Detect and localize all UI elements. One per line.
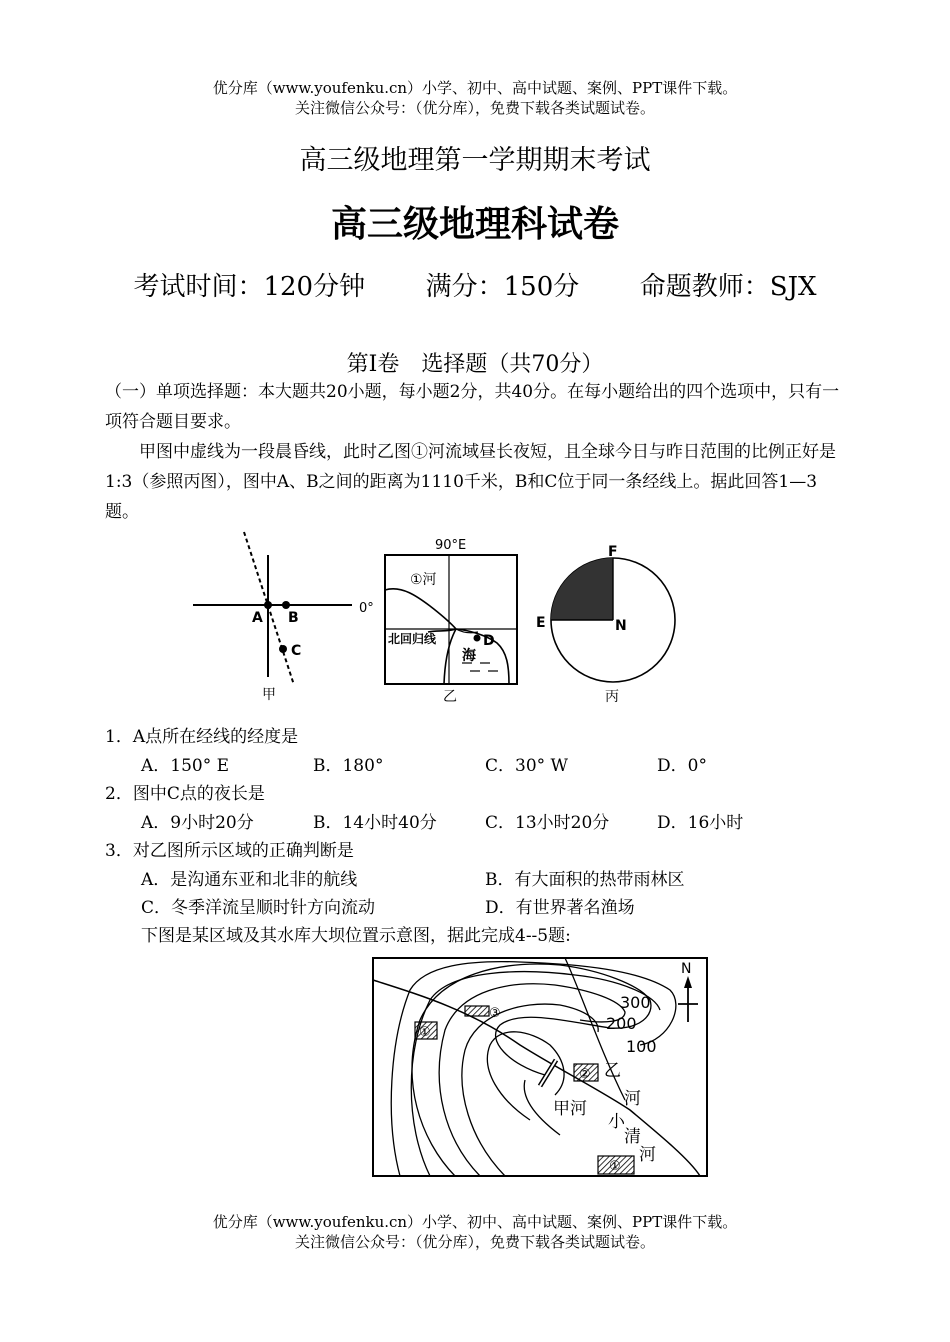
figure-yi <box>385 538 517 705</box>
q2-option-d: D．16小时 <box>657 813 744 833</box>
exam-title: 高三级地理第一学期期末考试 <box>299 145 651 176</box>
caption-bing: 丙 <box>605 689 619 705</box>
label-a: A <box>252 610 263 626</box>
site-1-label: ① <box>419 1025 431 1040</box>
label-90e: 90°E <box>435 538 467 553</box>
label-yi: 乙 <box>604 1061 621 1081</box>
figure-bing <box>536 544 675 705</box>
q3-option-a: A．是沟通东亚和北非的航线 <box>141 870 358 890</box>
footer-line-1: 优分库（www.youfenku.cn）小学、初中、高中试题、案例、PPT课件下载。 <box>212 1213 738 1231</box>
full-score: 满分：150分 <box>425 272 580 302</box>
footer-line-2: 关注微信公众号：（优分库），免费下载各类试题试卷。 <box>294 1233 655 1251</box>
label-zero-degree: 0° <box>359 601 374 616</box>
label-n: N <box>615 618 627 634</box>
q3-option-b: B．有大面积的热带雨林区 <box>485 870 685 890</box>
label-e: E <box>536 615 546 631</box>
paper-title: 高三级地理科试卷 <box>330 204 619 245</box>
q1-option-c: C．30° W <box>485 756 569 776</box>
label-qing: 清 <box>624 1127 641 1147</box>
q1-option-a: A．150° E <box>141 756 230 776</box>
contour-300: 300 <box>620 993 651 1012</box>
caption-jia: 甲 <box>262 687 276 703</box>
section-intro: （一）单项选择题：本大题共20小题，每小题2分，共40分。在每小题给出的四个选项中，只有一项符合题目要求。 <box>105 382 840 432</box>
header-line-2: 关注微信公众号：（优分库），免费下载各类试题试卷。 <box>294 99 655 117</box>
label-sea: 海 <box>462 648 476 664</box>
caption-yi: 乙 <box>443 689 457 705</box>
reservoir-map <box>370 955 710 1180</box>
label-xiao: 小 <box>608 1112 625 1132</box>
figure-jia <box>193 532 374 703</box>
label-tropic: 北回归线 <box>388 632 437 646</box>
question-author: 命题教师：SJX <box>639 272 817 302</box>
figure-1 <box>185 528 685 710</box>
exam-time: 考试时间：120分钟 <box>133 272 366 302</box>
passage-1: 甲图中虚线为一段晨昏线，此时乙图①河流域昼长夜短，且全球今日与昨日范围的比例正好是1:3（参照丙图），图中A、B之间的距离为1110千米，B和C位于同一条经线上。据此回答1—3题。 <box>105 442 836 522</box>
site-1b-label: ① <box>609 1159 621 1174</box>
passage-2: 下图是某区域及其水库大坝位置示意图，据此完成4--5题: <box>141 926 571 946</box>
site-3-box <box>465 1006 489 1016</box>
q2-option-b: B．14小时40分 <box>313 813 437 833</box>
contour-200: 200 <box>606 1014 637 1033</box>
label-he-1: 河 <box>624 1089 641 1109</box>
dam <box>540 1060 556 1086</box>
north-label: N <box>681 961 692 977</box>
label-f: F <box>608 544 618 560</box>
q1-option-b: B．180° <box>313 756 384 776</box>
label-c: C <box>291 643 302 659</box>
label-d: D <box>483 633 495 649</box>
exam-meta <box>0 266 950 303</box>
label-he-2: 河 <box>639 1145 656 1165</box>
question-1-stem: 1．A点所在经线的经度是 <box>105 727 299 747</box>
north-arrow-icon <box>678 976 698 1022</box>
contour-100: 100 <box>626 1037 657 1056</box>
question-3-stem: 3．对乙图所示区域的正确判断是 <box>105 841 354 861</box>
q1-option-d: D．0° <box>657 756 707 776</box>
q3-option-d: D．有世界著名渔场 <box>485 898 635 918</box>
q2-option-a: A．9小时20分 <box>141 813 254 833</box>
header-line-1: 优分库（www.youfenku.cn）小学、初中、高中试题、案例、PPT课件下载。 <box>212 79 738 97</box>
label-b: B <box>288 610 299 626</box>
label-jiahe: 甲河 <box>553 1099 587 1119</box>
label-river-1: ①河 <box>410 572 437 588</box>
section-heading: 第Ⅰ卷 选择题（共70分） <box>346 352 604 377</box>
site-2-label: ② <box>579 1067 591 1082</box>
q3-option-c: C．冬季洋流呈顺时针方向流动 <box>141 898 376 918</box>
site-3-label: ③ <box>489 1006 501 1021</box>
question-2-stem: 2．图中C点的夜长是 <box>105 784 265 804</box>
q2-option-c: C．13小时20分 <box>485 813 610 833</box>
